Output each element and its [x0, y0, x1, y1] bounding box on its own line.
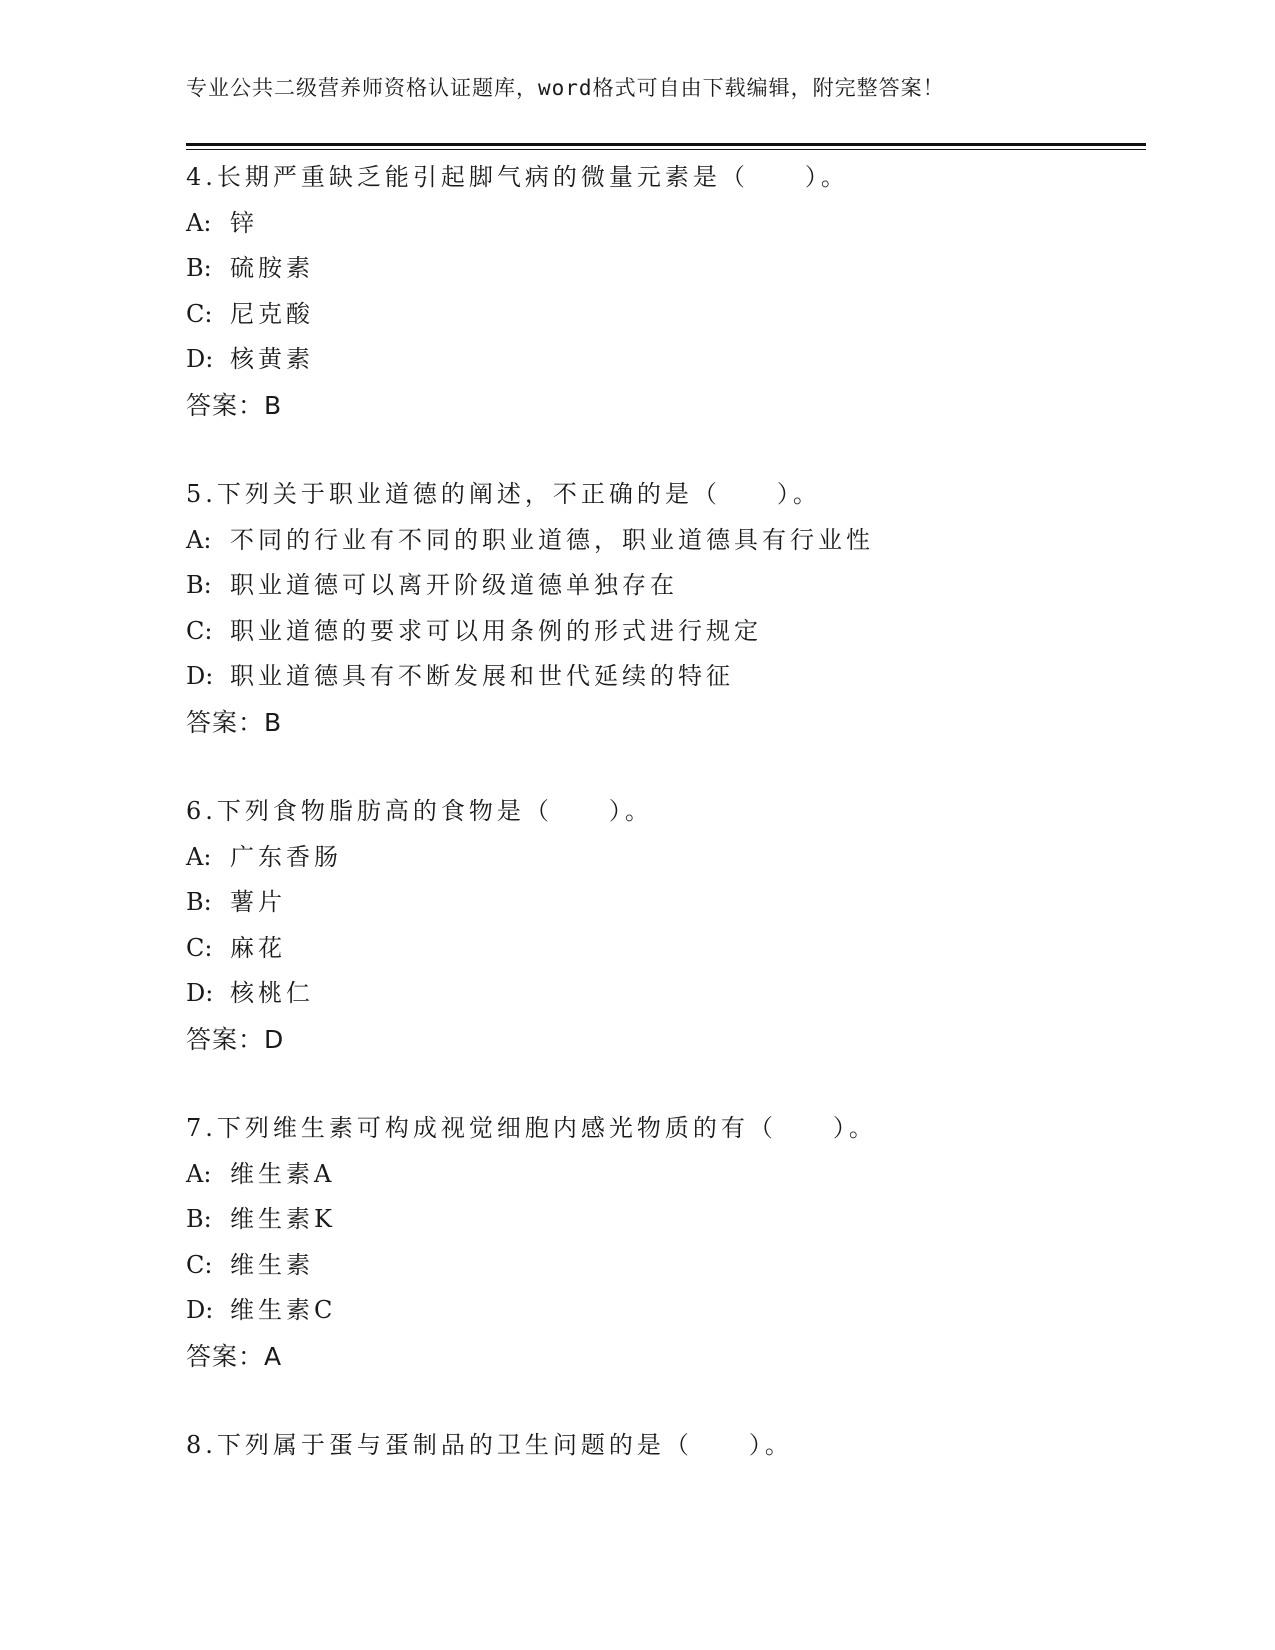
option-text: 麻花: [230, 933, 286, 962]
option-row: [186, 654, 1146, 700]
option-row: [186, 518, 1146, 564]
option-key: C:: [186, 933, 213, 962]
option-row: [186, 835, 1146, 881]
question-list: [186, 155, 1146, 1513]
question-stem: 6.下列食物脂肪高的食物是（ ）。: [186, 797, 653, 825]
option-row: [186, 926, 1146, 972]
option-row: [186, 880, 1146, 926]
option-row: [186, 971, 1146, 1017]
option-key: D:: [186, 345, 214, 373]
header-rule-thick: [186, 143, 1146, 146]
option-key: D:: [186, 662, 214, 690]
question-block: [186, 472, 1146, 745]
option-text: 不同的行业有不同的职业道德，职业道德具有行业性: [230, 525, 874, 554]
option-key: A:: [186, 1159, 212, 1188]
option-text: 薯片: [230, 888, 286, 916]
option-text: 核黄素: [230, 345, 314, 373]
answer-line: 答案：A: [186, 1341, 283, 1371]
option-text: 维生素A: [230, 1159, 336, 1188]
question-stem: 7.下列维生素可构成视觉细胞内感光物质的有（ ）。: [186, 1114, 877, 1142]
answer-line: 答案：B: [186, 707, 283, 737]
option-key: D:: [186, 1296, 214, 1324]
option-key: D:: [186, 979, 214, 1007]
option-key: C:: [186, 1250, 213, 1279]
option-text: 维生素K: [230, 1205, 336, 1233]
option-key: A:: [186, 842, 212, 871]
option-row: [186, 563, 1146, 609]
option-text: 职业道德具有不断发展和世代延续的特征: [230, 662, 734, 690]
answer-line: 答案：D: [186, 1024, 285, 1054]
option-key: B:: [186, 1205, 212, 1233]
question-block: [186, 1423, 1146, 1469]
option-key: B:: [186, 571, 212, 599]
option-row: [186, 292, 1146, 338]
option-row: [186, 201, 1146, 247]
option-text: 尼克酸: [230, 299, 314, 328]
option-key: C:: [186, 299, 213, 328]
option-key: A:: [186, 525, 212, 554]
option-row: [186, 1152, 1146, 1198]
question-block: [186, 1106, 1146, 1379]
option-text: 硫胺素: [230, 254, 314, 282]
question-block: [186, 789, 1146, 1062]
option-key: C:: [186, 616, 213, 645]
option-row: [186, 337, 1146, 383]
option-text: 广东香肠: [230, 842, 342, 871]
option-row: [186, 1243, 1146, 1289]
option-key: B:: [186, 888, 212, 916]
question-stem: 4.长期严重缺乏能引起脚气病的微量元素是（ ）。: [186, 163, 849, 191]
document-header: 专业公共二级营养师资格认证题库，word格式可自由下载编辑，附完整答案！: [186, 76, 945, 100]
question-stem: 5.下列关于职业道德的阐述，不正确的是（ ）。: [186, 480, 821, 508]
option-key: A:: [186, 208, 212, 237]
option-text: 维生素: [230, 1250, 314, 1279]
question-block: [186, 155, 1146, 428]
option-text: 职业道德的要求可以用条例的形式进行规定: [230, 616, 762, 645]
option-text: 职业道德可以离开阶级道德单独存在: [230, 571, 678, 599]
option-row: [186, 1288, 1146, 1334]
option-key: B:: [186, 254, 212, 282]
option-row: [186, 1197, 1146, 1243]
option-text: 维生素C: [230, 1296, 337, 1324]
answer-line: 答案：B: [186, 390, 283, 420]
option-row: [186, 609, 1146, 655]
option-row: [186, 246, 1146, 292]
header-rule-thin: [186, 149, 1146, 150]
option-text: 锌: [230, 208, 258, 237]
option-text: 核桃仁: [230, 979, 314, 1007]
question-stem: 8.下列属于蛋与蛋制品的卫生问题的是（ ）。: [186, 1431, 793, 1459]
